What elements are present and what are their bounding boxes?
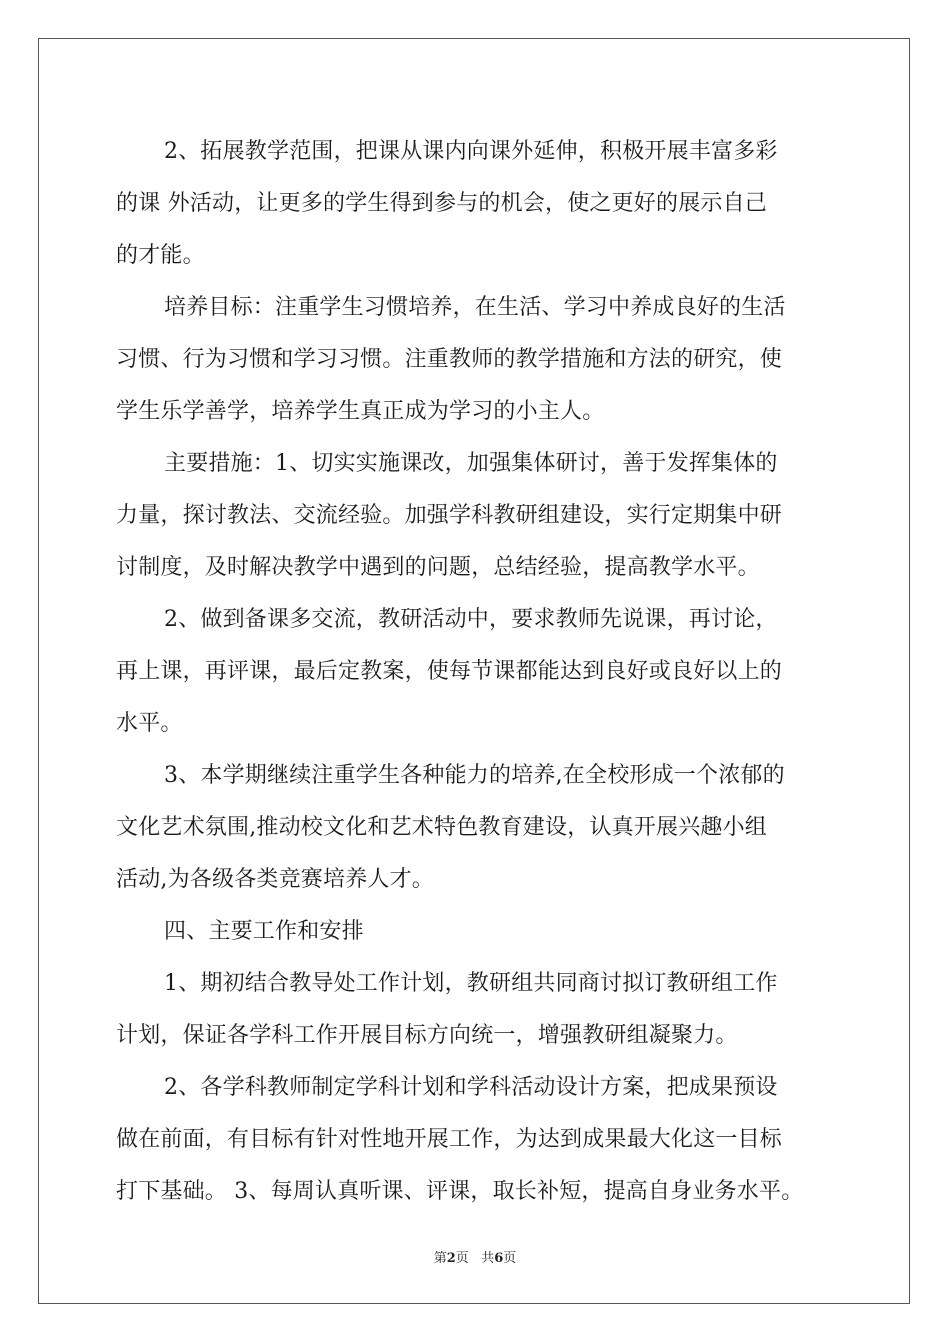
- section-heading: 四、主要工作和安排: [164, 919, 364, 944]
- text-line: 力量，探讨教法、交流经验。加强学科教研组建设，实行定期集中研: [116, 503, 783, 528]
- text-line: 3、本学期继续注重学生各种能力的培养,在全校形成一个浓郁的: [164, 763, 785, 788]
- text-line: 2、拓展教学范围，把课从课内向课外延伸，积极开展丰富多彩: [164, 139, 778, 164]
- document-body: [116, 126, 838, 1218]
- current-page-number: 2: [446, 1251, 456, 1266]
- page-unit: 页: [455, 1251, 469, 1266]
- text-line: 做在前面，有目标有针对性地开展工作，为达到成果最大化这一目标: [116, 1127, 783, 1152]
- text-line: 2、做到备课多交流，教研活动中，要求教师先说课，再讨论，: [164, 607, 778, 632]
- text-line: 计划，保证各学科工作开展目标方向统一，增强教研组凝聚力。: [116, 1023, 738, 1048]
- text-line: 习惯、行为习惯和学习习惯。注重教师的教学措施和方法的研究，使: [116, 347, 783, 372]
- total-page-count: 6: [494, 1251, 504, 1266]
- text-line: 打下基础。 3、每周认真听课、评课，取长补短，提高自身业务水平。: [116, 1179, 804, 1204]
- text-line: 2、各学科教师制定学科计划和学科活动设计方案，把成果预设: [164, 1075, 778, 1100]
- page-footer: [0, 1247, 950, 1266]
- text-line: 活动,为各级各类竞赛培养人才。: [116, 867, 434, 892]
- total-prefix: 共: [481, 1251, 495, 1266]
- text-line: 讨制度，及时解决教学中遇到的问题，总结经验，提高教学水平。: [116, 555, 760, 580]
- text-line: 再上课，再评课，最后定教案，使每节课都能达到良好或良好以上的: [116, 659, 783, 684]
- text-line: 的才能。: [116, 243, 205, 268]
- text-line: 培养目标：注重学生习惯培养，在生活、学习中养成良好的生活: [164, 295, 786, 320]
- total-unit: 页: [503, 1251, 517, 1266]
- text-line: 水平。: [116, 711, 183, 736]
- text-line: 的课 外活动，让更多的学生得到参与的机会，使之更好的展示自己: [116, 191, 767, 216]
- page-prefix: 第: [433, 1251, 447, 1266]
- text-line: 1、期初结合教导处工作计划，教研组共同商讨拟订教研组工作: [164, 971, 778, 996]
- text-line: 主要措施：1、切实实施课改，加强集体研讨，善于发挥集体的: [164, 451, 778, 476]
- text-line: 文化艺术氛围,推动校文化和艺术特色教育建设，认真开展兴趣小组: [116, 815, 767, 840]
- text-line: 学生乐学善学，培养学生真正成为学习的小主人。: [116, 399, 605, 424]
